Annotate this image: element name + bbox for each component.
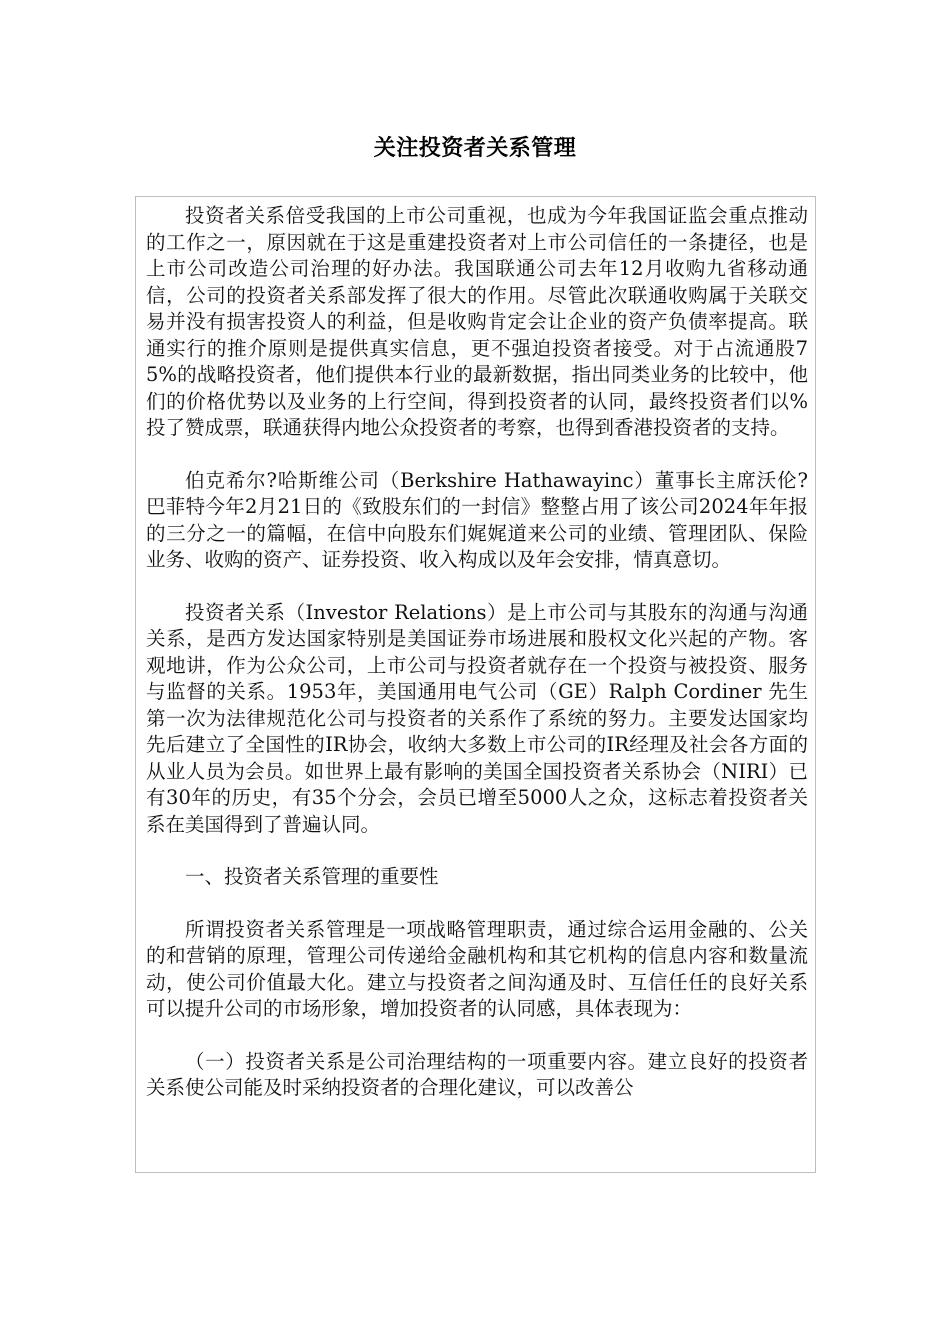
- paragraph-5: （一）投资者关系是公司治理结构的一项重要内容。建立良好的投资者关系使公司能及时采纳投资者的合理化建议，可以改善公: [146, 1049, 808, 1099]
- paragraph-3: 投资者关系（Investor Relations）是上市公司与其股东的沟通与沟通关系，是西方发达国家特别是美国证券市场进展和股权文化兴起的产物。客观地讲，作为公众公司，上市公司与投资者就存在一个投资与被投资、服务与监督的关系。1953年，美国通用电气公司（GE）Ralph Cordiner 先生第一次为法律规范化公司与投资者的关系作了系统的努力。主要发达国家均先后建立了全国性的IR协会，收纳大多数上市公司的IR经理及社会各方面的从业人员为会员。如世界上最有影响的美国全国投资者关系协会（NIRI）已有30年的历史，有35个分会，会员已增至5000人之众，这标志着投资者关系在美国得到了普遍认同。: [146, 600, 808, 836]
- section-heading: 一、投资者关系管理的重要性: [185, 865, 439, 888]
- content-box: [135, 196, 816, 1173]
- page-title: 关注投资者关系管理: [373, 135, 577, 161]
- paragraph-1: 投资者关系倍受我国的上市公司重视，也成为今年我国证监会重点推动的工作之一，原因就在于这是重建投资者对上市公司信任的一条捷径，也是上市公司改造公司治理的好办法。我国联通公司去年12月收购九省移动通信，公司的投资者关系部发挥了很大的作用。尽管此次联通收购属于关联交易并没有损害投资人的利益，但是收购肯定会让企业的资产负债率提高。联通实行的推介原则是提供真实信息，更不强迫投资者接受。对于占流通股75%的战略投资者，他们提供本行业的最新数据，指出同类业务的比较中，他们的价格优势以及业务的上行空间，得到投资者的认同，最终投资者们以%投了赞成票，联通获得内地公众投资者的考察，也得到香港投资者的支持。: [146, 204, 808, 439]
- paragraph-2: 伯克希尔?哈斯维公司（Berkshire Hathawayinc）董事长主席沃伦?巴菲特今年2月21日的《致股东们的一封信》整整占用了该公司2024年年报的三分之一的篇幅，在信中向股东们娓娓道来公司的业绩、管理团队、保险业务、收购的资产、证券投资、收入构成以及年会安排，情真意切。: [146, 468, 808, 571]
- paragraph-4: 所谓投资者关系管理是一项战略管理职责，通过综合运用金融的、公关的和营销的原理，管理公司传递给金融机构和其它机构的信息内容和数量流动，使公司价值最大化。建立与投资者之间沟通及时、互信任任的良好关系可以提升公司的市场形象，增加投资者的认同感，具体表现为：: [146, 917, 808, 1020]
- document-body: [146, 203, 808, 1128]
